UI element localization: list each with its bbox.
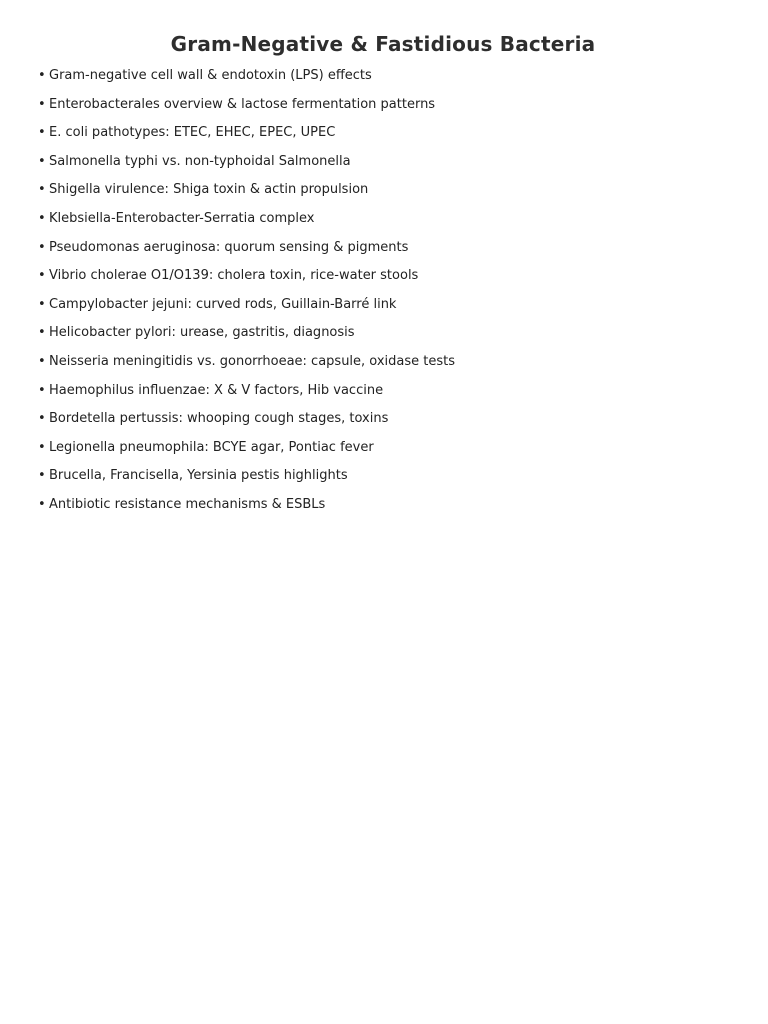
list-item-text: E. coli pathotypes: ETEC, EHEC, EPEC, UPEC bbox=[49, 125, 336, 141]
list-item-text: Shigella virulence: Shiga toxin & actin propulsion bbox=[49, 182, 369, 198]
bullet-icon: • bbox=[38, 268, 46, 284]
list-item-text: Legionella pneumophila: BCYE agar, Pontiac fever bbox=[49, 439, 374, 455]
list-item bbox=[38, 353, 455, 382]
list-item-text: Vibrio cholerae O1/O139: cholera toxin, rice-water stools bbox=[49, 268, 419, 284]
list-item bbox=[38, 382, 455, 411]
list-item bbox=[38, 324, 455, 353]
topic-list bbox=[38, 67, 455, 525]
list-item-text: Brucella, Francisella, Yersinia pestis highlights bbox=[49, 468, 348, 484]
list-item bbox=[38, 67, 455, 96]
bullet-icon: • bbox=[38, 468, 46, 484]
list-item bbox=[38, 467, 455, 496]
list-item-text: Gram-negative cell wall & endotoxin (LPS) effects bbox=[49, 68, 372, 83]
bullet-icon: • bbox=[38, 68, 46, 83]
list-item bbox=[38, 410, 455, 439]
page-title: Gram-Negative & Fastidious Bacteria bbox=[170, 32, 596, 56]
list-item bbox=[38, 124, 455, 153]
bullet-icon: • bbox=[38, 296, 46, 312]
list-item bbox=[38, 96, 455, 125]
list-item-text: Bordetella pertussis: whooping cough stages, toxins bbox=[49, 411, 389, 427]
bullet-icon: • bbox=[38, 353, 46, 369]
bullet-icon: • bbox=[38, 96, 46, 112]
list-item-text: Pseudomonas aeruginosa: quorum sensing & pigments bbox=[49, 239, 409, 255]
list-item bbox=[38, 267, 455, 296]
list-item-text: Helicobacter pylori: urease, gastritis, diagnosis bbox=[49, 325, 355, 341]
list-item bbox=[38, 496, 455, 525]
bullet-icon: • bbox=[38, 411, 46, 427]
list-item bbox=[38, 153, 455, 182]
bullet-icon: • bbox=[38, 382, 46, 398]
list-item-text: Enterobacterales overview & lactose fermentation patterns bbox=[49, 96, 436, 112]
list-item-text: Salmonella typhi vs. non-typhoidal Salmonella bbox=[49, 153, 351, 169]
list-item bbox=[38, 181, 455, 210]
bullet-icon: • bbox=[38, 439, 46, 455]
bullet-icon: • bbox=[38, 325, 46, 341]
list-item-text: Campylobacter jejuni: curved rods, Guillain-Barré link bbox=[49, 296, 397, 312]
list-item-text: Antibiotic resistance mechanisms & ESBLs bbox=[49, 496, 326, 512]
list-item bbox=[38, 439, 455, 468]
bullet-icon: • bbox=[38, 182, 46, 198]
bullet-icon: • bbox=[38, 125, 46, 141]
bullet-icon: • bbox=[38, 239, 46, 255]
list-item bbox=[38, 210, 455, 239]
bullet-icon: • bbox=[38, 496, 46, 512]
bullet-icon: • bbox=[38, 153, 46, 169]
list-item-text: Klebsiella-Enterobacter-Serratia complex bbox=[49, 210, 315, 226]
list-item-text: Neisseria meningitidis vs. gonorrhoeae: capsule, oxidase tests bbox=[49, 353, 456, 369]
bullet-icon: • bbox=[38, 210, 46, 226]
list-item-text: Haemophilus influenzae: X & V factors, Hib vaccine bbox=[49, 382, 384, 398]
list-item bbox=[38, 296, 455, 325]
list-item bbox=[38, 239, 455, 268]
